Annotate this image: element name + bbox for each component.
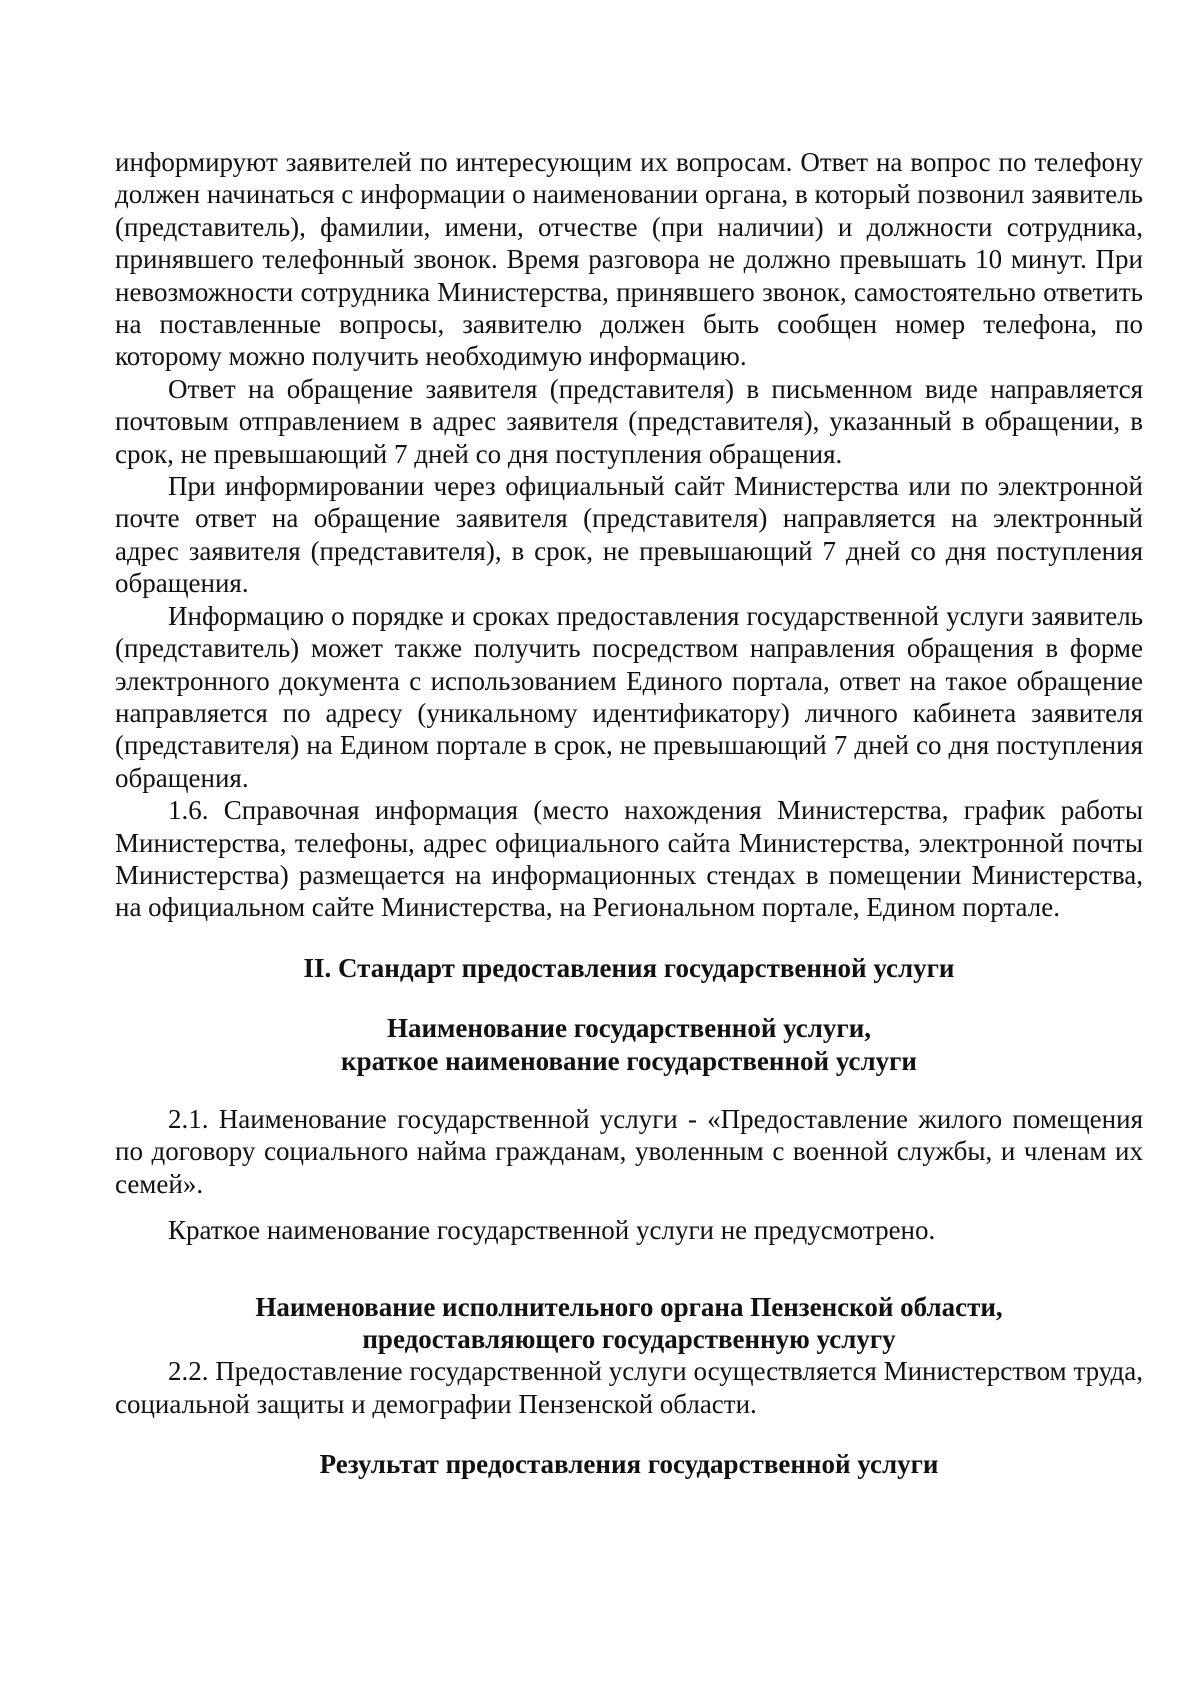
subheading-executive-body-line-2: предоставляющего государственную услугу — [362, 1324, 896, 1354]
spacer — [115, 1247, 1143, 1291]
document-body — [115, 146, 1143, 1481]
paragraph-email-reply: При информировании через официальный сайт Министерства или по электронной почте ответ на обращение заявителя (представителя) направляется на электронный адрес заявителя (представителя), в срок, не превышающий 7 дней со дня поступления обращения. — [115, 471, 1143, 599]
spacer — [115, 984, 1143, 1012]
paragraph-phone-info: информируют заявителей по интересующим их вопросам. Ответ на вопрос по телефону должен начинаться с информации о наименовании органа, в который позвонил заявитель (представитель), фамилии, имени, отчестве (при наличии) и должности сотрудника, принявшего телефонный звонок. Время разговора не должно превышать 10 минут. При невозможности сотрудника Министерства, принявшего звонок, самостоятельно ответить на поставленные вопросы, заявителю должен быть сообщен номер телефона, по которому можно получить необходимую информацию. — [115, 147, 1143, 372]
subheading-executive-body-line-1: Наименование исполнительного органа Пензенской области, — [255, 1291, 1003, 1322]
paragraph-short-name: Краткое наименование государственной услуги не предусмотрено. — [168, 1215, 936, 1246]
spacer — [115, 1200, 1143, 1214]
section-heading-standard: II. Стандарт предоставления государственной услуги — [303, 952, 955, 983]
subheading-service-name-line-1: Наименование государственной услуги, — [386, 1013, 872, 1044]
subheading-executive-body — [115, 1291, 1143, 1356]
paragraph-2-2: 2.2. Предоставление государственной услуги осуществляется Министерством труда, социальной защиты и демографии Пензенской области. — [115, 1356, 1143, 1419]
subheading-service-name-line-2: краткое наименование государственной услуги — [341, 1045, 917, 1076]
paragraph-written-reply: Ответ на обращение заявителя (представителя) в письменном виде направляется почтовым отправлением в адрес заявителя (представителя), указанный в обращении, в срок, не превышающий 7 дней со дня поступления обращения. — [115, 373, 1143, 469]
spacer — [115, 1420, 1143, 1448]
spacer — [115, 924, 1143, 952]
spacer — [115, 1077, 1143, 1103]
subheading-service-name — [115, 1012, 1143, 1077]
paragraph-reference-info: 1.6. Справочная информация (место нахождения Министерства, график работы Министерства, телефоны, адрес официального сайта Министерства, электронной почты Министерства) размещается на информационных стендах в помещении Министерства, на официальном сайте Министерства, на Региональном портале, Едином портале. — [115, 795, 1143, 923]
paragraph-2-1: 2.1. Наименование государственной услуги - «Предоставление жилого помещения по договору социального найма гражданам, уволенным с военной службы, и членам их семей». — [115, 1103, 1143, 1199]
paragraph-unified-portal: Информацию о порядке и сроках предоставления государственной услуги заявитель (представитель) может также получить посредством направления обращения в форме электронного документа с использованием Единого портала, ответ на такое обращение направляется по адресу (уникальному идентификатору) личного кабинета заявителя (представителя) на Едином портале в срок, не превышающий 7 дней со дня поступления обращения. — [115, 600, 1143, 793]
subheading-service-result: Результат предоставления государственной услуги — [319, 1449, 939, 1480]
